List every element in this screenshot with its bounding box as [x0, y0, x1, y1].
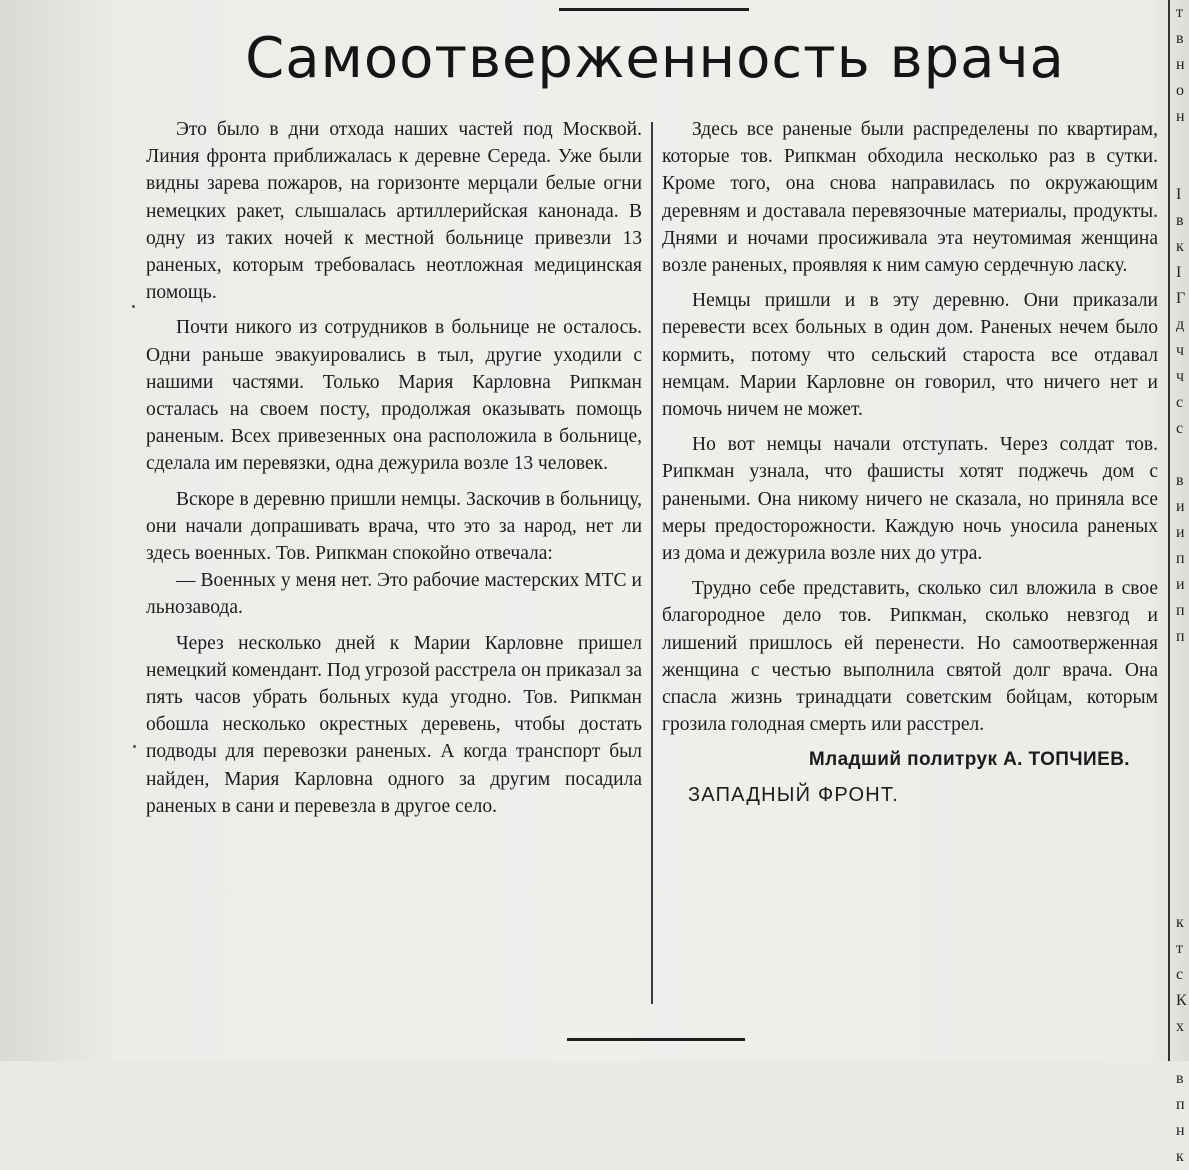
- edge-letter: І: [1176, 264, 1182, 281]
- paragraph: Через несколько дней к Марии Карловне пришел немецкий комендант. Под угрозой расстрела он приказал за пять часов убрать больных куда угодно. Тов. Рипкман обошла несколько окрестных деревень, чтобы достать подводы для перевозки раненых. А когда транспорт был найден, Мария Карловна одного за другим посадила раненых в сани и перевезла в другое село.: [146, 632, 642, 817]
- paragraph: Немцы пришли и в эту деревню. Они приказали перевести всех больных в один дом. Раненых нечем было кормить, потому что сельский староста все отдавал немцам. Марии Карловне он говорил, что ничего нет и помочь ничем не может.: [662, 290, 1158, 421]
- edge-letter: [1176, 702, 1189, 728]
- edge-letter: н: [1176, 56, 1185, 73]
- edge-letter: І: [1176, 186, 1182, 203]
- print-speck: [132, 305, 135, 308]
- edge-letter: и: [1176, 576, 1185, 593]
- edge-letter: [1176, 754, 1189, 780]
- column-border-line: [1168, 0, 1170, 1061]
- edge-letter: Г: [1176, 290, 1186, 307]
- edge-letter: [1176, 156, 1189, 182]
- edge-letter: т: [1176, 940, 1183, 957]
- author-signature: Младший политрук А. ТОПЧИЕВ.: [808, 749, 1130, 771]
- paragraph: Но вот немцы начали отступать. Через солдат тов. Рипкман узнала, что фашисты хотят поджечь дом с ранеными. Она никому ничего не сказала, но приняла все меры предосторожности. Каждую ночь уносила раненых из дома и дежурила возле них до утра.: [662, 434, 1158, 565]
- paragraph: Здесь все раненые были распределены по квартирам, которые тов. Рипкман обходила несколько раз в сутки. Кроме того, она снова направилась по окружающим деревням и доставала перевязочные материалы, продукты. Днями и ночами просиживала эта неутомимая женщина возле раненых, проявляя к ним самую сердечную ласку.: [662, 119, 1158, 277]
- paragraph: Вскоре в деревню пришли немцы. Заскочив в больницу, они начали допрашивать врача, что это за народ, нет ли здесь военных. Тов. Рипкман спокойно отвечала:: [146, 488, 642, 565]
- paragraph: — Военных у меня нет. Это рабочие мастерских МТС и льнозавода.: [146, 570, 642, 619]
- dateline: ЗАПАДНЫЙ ФРОНТ.: [688, 783, 899, 806]
- edge-letter: [1176, 676, 1189, 702]
- edge-letter: п: [1176, 628, 1185, 645]
- edge-letter: н: [1176, 1122, 1185, 1139]
- edge-letter: [1176, 442, 1189, 468]
- paragraph: Это было в дни отхода наших частей под Москвой. Линия фронта приближалась к деревне Середа. Уже были видны зарева пожаров, на горизонте мерцали белые огни немецких ракет, слышалась артиллерийская канонада. В одну из таких ночей к местной больнице привезли 13 раненых, которым требовалась неотложная медицинская помощь.: [146, 119, 642, 304]
- edge-letter: п: [1176, 550, 1185, 567]
- edge-letter: [1176, 780, 1189, 806]
- edge-letter: [1176, 650, 1189, 676]
- edge-letter: в: [1176, 212, 1184, 229]
- edge-letter: [1176, 806, 1189, 832]
- edge-letter: в: [1176, 1070, 1184, 1087]
- edge-letter: п: [1176, 602, 1185, 619]
- edge-letter: к: [1176, 238, 1184, 255]
- print-speck: [133, 745, 136, 748]
- bottom-rule: [567, 1038, 745, 1041]
- edge-letter: в: [1176, 30, 1184, 47]
- edge-letter: к: [1176, 1148, 1184, 1165]
- paragraph: Почти никого из сотрудников в больнице не осталось. Одни раньше эвакуировались в тыл, другие уходили с нашими частями. Только Мария Карловна Рипкман осталась на своем посту, продолжая оказывать помощь раненым. Всех привезенных она расположила в больнице, сделала им перевязки, одна дежурила возле 13 человек.: [146, 317, 642, 475]
- edge-letter: с: [1176, 420, 1184, 437]
- edge-letter: [1176, 1040, 1189, 1066]
- edge-letter: с: [1176, 394, 1184, 411]
- paragraph: Трудно себе представить, сколько сил вложила в свое благородное дело тов. Рипкман, сколько невзгод и лишений пришлось ей перенести. Но самоотверженная женщина с честью выполнила святой долг врача. Она спасла жизнь тринадцати советским бойцам, которым грозила голодная смерть или расстрел.: [662, 578, 1158, 736]
- edge-letter: [1176, 130, 1189, 156]
- edge-letter: ч: [1176, 342, 1185, 359]
- edge-letter: К: [1176, 992, 1187, 1009]
- edge-letter: и: [1176, 524, 1185, 541]
- edge-letter: и: [1176, 498, 1185, 515]
- top-rule: [559, 8, 749, 11]
- edge-letter: в: [1176, 472, 1184, 489]
- edge-letter: [1176, 728, 1189, 754]
- article-headline: Самоотверженность врача: [245, 26, 1065, 91]
- edge-letter: с: [1176, 966, 1184, 983]
- right-column: [662, 116, 1158, 817]
- column-divider: [651, 122, 653, 1004]
- left-column: [146, 116, 642, 828]
- edge-letter: [1176, 858, 1189, 884]
- edge-letter: [1176, 884, 1189, 910]
- edge-letter: [1176, 832, 1189, 858]
- edge-letter: к: [1176, 914, 1184, 931]
- edge-letter: ч: [1176, 368, 1185, 385]
- edge-letter: н: [1176, 108, 1185, 125]
- edge-letter: п: [1176, 1096, 1185, 1113]
- adjacent-column-fragment: [1176, 0, 1189, 1165]
- edge-letter: х: [1176, 1018, 1184, 1035]
- edge-letter: д: [1176, 316, 1185, 333]
- edge-letter: т: [1176, 4, 1183, 21]
- edge-letter: о: [1176, 82, 1184, 99]
